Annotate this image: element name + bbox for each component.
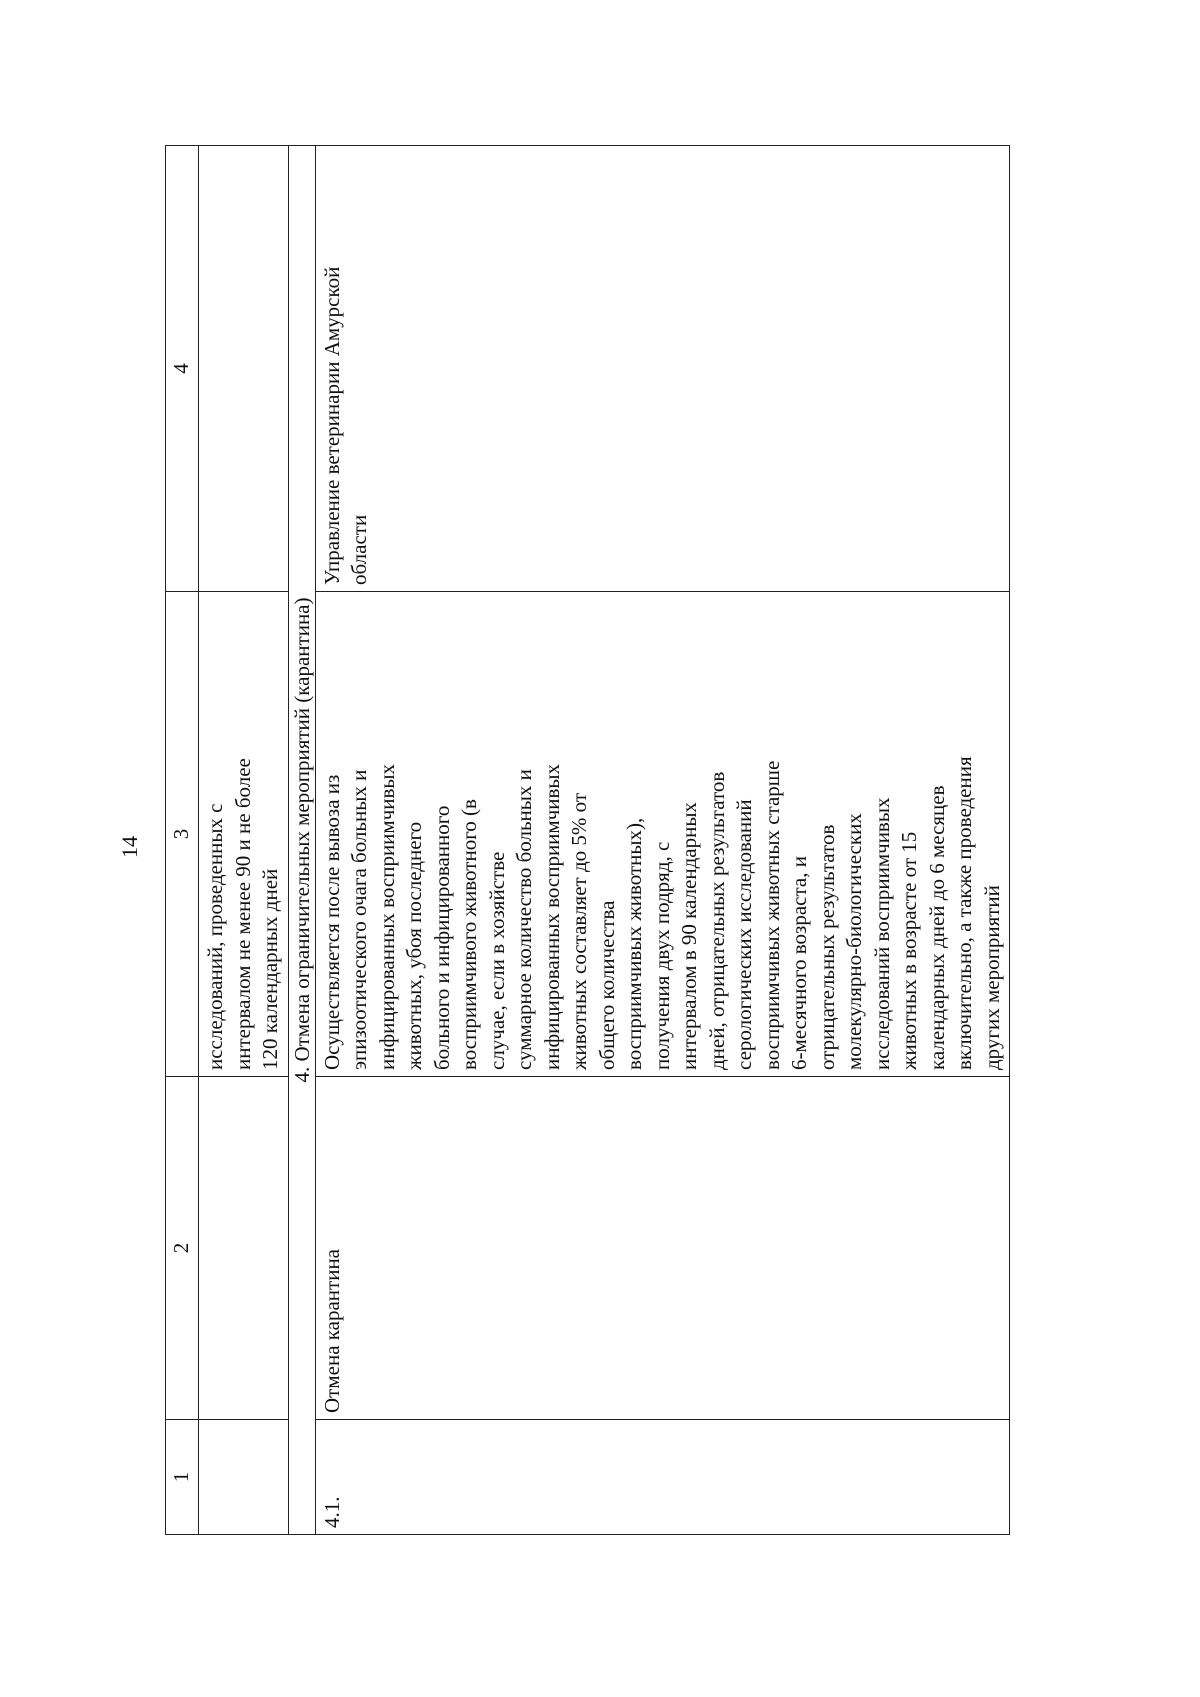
section-row bbox=[288, 146, 315, 1535]
column-header-2: 2 bbox=[166, 1077, 199, 1420]
continued-cell-number bbox=[199, 1420, 289, 1535]
row-condition: Осуществляется после вывоза из эпизоотического очага больных и инфицированных восприимчивых животных, убоя последнего больного и инфицированного восприимчивого животного (в случае, если в хозяйстве суммарное количество больных и инфицированных восприимчивых животных составляет до 5% от общего количества восприимчивых животных), получения двух подряд, с интервалом в 90 календарных дней, отрицательных результатов серологических исследований восприимчивых животных старше 6-месячного возраста, и отрицательных результатов молекулярно-биологических исследований восприимчивых животных в возрасте от 15 календарных дней до 6 месяцев включительно, а также проведения других мероприятий bbox=[315, 592, 1010, 1077]
column-header-4: 4 bbox=[166, 146, 199, 592]
table-row-continued bbox=[199, 146, 289, 1535]
column-header-1: 1 bbox=[166, 1420, 199, 1535]
continued-cell-condition: исследований, проведенных с интервалом не менее 90 и не более 120 календарных дней bbox=[199, 592, 289, 1077]
page-number: 14 bbox=[117, 836, 142, 858]
row-measure-name: Отмена карантина bbox=[315, 1077, 1010, 1420]
continued-cell-responsible bbox=[199, 146, 289, 592]
rotated-page-content bbox=[165, 146, 1004, 1535]
row-responsible: Управление ветеринарии Амурской области bbox=[315, 146, 1010, 592]
row-number: 4.1. bbox=[315, 1420, 1010, 1535]
section-title: 4. Отмена ограничительных мероприятий (карантина) bbox=[288, 146, 315, 1535]
table-header-row bbox=[166, 146, 199, 1535]
table-row bbox=[315, 146, 1010, 1535]
measures-table bbox=[165, 145, 1010, 1535]
column-header-3: 3 bbox=[166, 592, 199, 1077]
continued-cell-name bbox=[199, 1077, 289, 1420]
